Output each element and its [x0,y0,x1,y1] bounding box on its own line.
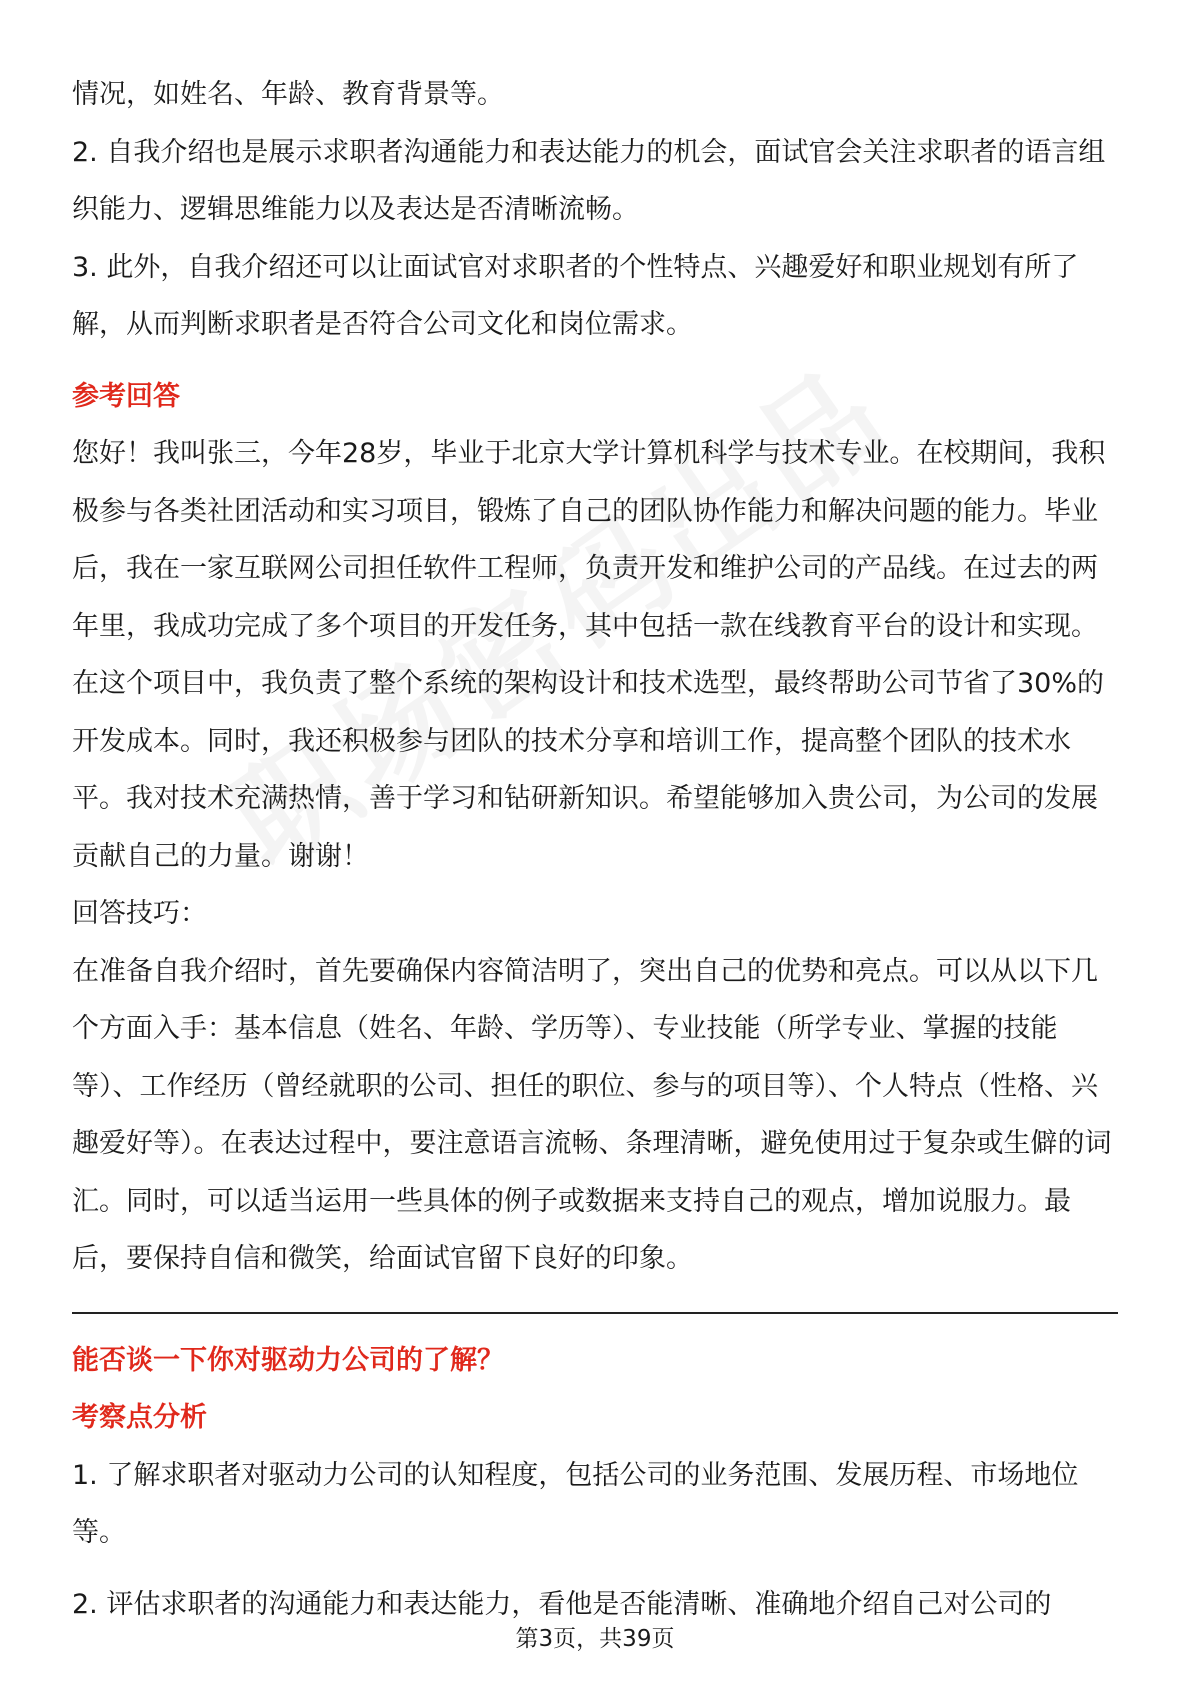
answer-tips-text: 在准备自我介绍时，首先要确保内容简洁明了，突出自己的优势和亮点。可以从以下几个方面入手：基本信息（姓名、年龄、学历等）、专业技能（所学专业、掌握的技能等）、工作经历（曾经就职的公司、担任的职位、参与的项目等）、个人特点（性格、兴趣爱好等）。在表达过程中，要注意语言流畅、条理清晰，避免使用过于复杂或生僻的词汇。同时，可以适当运用一些具体的例子或数据来支持自己的观点，增加说服力。最后，要保持自信和微笑，给面试官留下良好的印象。 [72,955,1112,1274]
document-page [72,66,1118,1633]
section-divider [72,1312,1118,1314]
analysis-point-1: 1. 了解求职者对驱动力公司的认知程度，包括公司的业务范围、发展历程、市场地位等。 [72,1459,1079,1548]
analysis-heading: 考察点分析 [72,1402,207,1433]
intro-line-3: 3. 此外，自我介绍还可以让面试官对求职者的个性特点、兴趣爱好和职业规划有所了解，从而判断求职者是否符合公司文化和岗位需求。 [72,251,1079,340]
intro-line-2: 2. 自我介绍也是展示求职者沟通能力和表达能力的机会，面试官会关注求职者的语言组织能力、逻辑思维能力以及表达是否清晰流畅。 [72,136,1106,225]
answer-tips-label: 回答技巧： [72,898,207,929]
reference-answer-text: 您好！我叫张三，今年28岁，毕业于北京大学计算机科学与技术专业。在校期间，我积极参与各类社团活动和实习项目，锻炼了自己的团队协作能力和解决问题的能力。毕业后，我在一家互联网公司担任软件工程师，负责开发和维护公司的产品线。在过去的两年里，我成功完成了多个项目的开发任务，其中包括一款在线教育平台的设计和实现。在这个项目中，我负责了整个系统的架构设计和技术选型，最终帮助公司节省了30%的开发成本。同时，我还积极参与团队的技术分享和培训工作，提高整个团队的技术水平。我对技术充满热情，善于学习和钻研新知识。希望能够加入贵公司，为公司的发展贡献自己的力量。谢谢！ [72,438,1106,872]
page-number: 第3页，共39页 [515,1626,675,1652]
analysis-point-2: 2. 评估求职者的沟通能力和表达能力，看他是否能清晰、准确地介绍自己对公司的 [72,1588,1052,1620]
reference-answer-heading: 参考回答 [72,380,180,412]
intro-line-1: 情况，如姓名、年龄、教育背景等。 [72,79,504,110]
question-title: 能否谈一下你对驱动力公司的了解？ [72,1344,504,1376]
